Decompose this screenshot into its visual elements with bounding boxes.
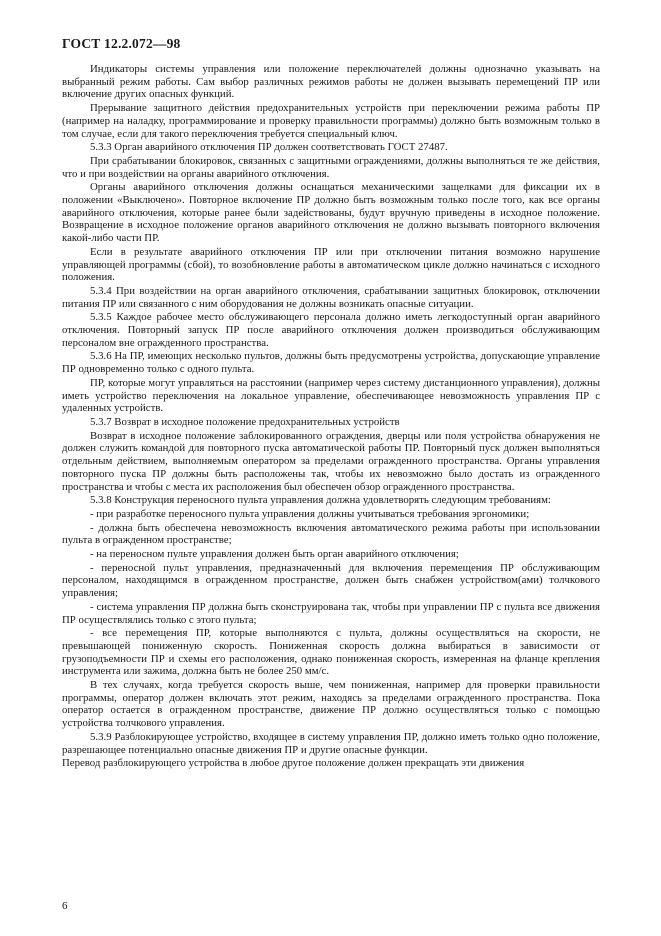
page-number: 6 [62, 900, 68, 912]
body-text [62, 63, 600, 771]
clause-5-3-5: 5.3.5 Каждое рабочее место обслуживающего персонала должно иметь легкодоступный орган аварийного отключения. Повторный запуск ПР после аварийного отключения должен производиться обслуживающим персоналом вне огражденного пространства. [62, 311, 600, 349]
paragraph: Если в результате аварийного отключения ПР или при отключении питания возможно нарушение управляющей программы (сбой), то возобновление работы в автоматическом цикле должно начинаться с исходного положения. [62, 245, 600, 284]
document-header: ГОСТ 12.2.072—98 [62, 36, 181, 51]
clause-5-3-3: 5.3.3 Орган аварийного отключения ПР должен соответствовать ГОСТ 27487. [90, 141, 448, 154]
paragraph: Индикаторы системы управления или положение переключателей должны однозначно указывать на выбранный режим работы. Сам выбор различных режимов работы не должен вызывать перемещений ПР или включение других опасных функций. [62, 63, 600, 101]
paragraph: Возврат в исходное положение заблокированного ограждения, дверцы или поля устройства обнаружения не должен служить командой для повторного пуска автоматической работы ПР. Повторный пуск должен выполняться отдельным действием, выполняемым оператором за пределами огражденного пространства. Органы управления повторного пуска ПР должны быть расположены так, чтобы их невозможно было достать из огражденного пространства и чтобы с места их расположения был обеспечен обзор огражденного пространства. [62, 429, 600, 493]
clause-5-3-8: 5.3.8 Конструкция переносного пульта управления должна удовлетворять следующим требованиям: [90, 494, 551, 507]
list-item: - при разработке переносного пульта управления должны учитываться требования эргономики; [90, 507, 530, 520]
list-item: - переносной пульт управления, предназначенный для включения перемещения ПР обслуживающим персоналом, находящимся в огражденном пространстве, должен быть снабжен устройством(ами) толчкового управления; [62, 561, 600, 600]
paragraph: Прерывание защитного действия предохранительных устройств при переключении режима работы ПР (например на наладку, программирование и проверку правильности программы) должно быть возможным только в том случае, если для такого переключения требуется специальный ключ. [62, 102, 600, 140]
paragraph: В тех случаях, когда требуется скорость выше, чем пониженная, например для проверки правильности программы, оператор должен включать этот режим, находясь за пределами огражденного пространства. Пока оператор остается в огражденном пространстве, движение ПР должно осуществляться только с помощью устройства толчкового управления. [62, 679, 600, 730]
paragraph: Органы аварийного отключения должны оснащаться механическими защелками для фиксации их в положении «Выключено». Повторное включение ПР должно быть возможным только после того, как все органы аварийного отключения, которые ранее были задействованы, будут вручную приведены в исходное положение. Возвращение в исходное положение органов аварийного отключения не должно вызывать повторного включения какой-либо части ПР. [62, 181, 600, 245]
clause-5-3-6: 5.3.6 На ПР, имеющих несколько пультов, должны быть предусмотрены устройства, допускающие управление ПР одновременно только с одного пульта. [62, 350, 600, 376]
list-item: - на переносном пульте управления должен быть орган аварийного отключения; [90, 548, 459, 561]
clause-5-3-4: 5.3.4 При воздействии на орган аварийного отключения, срабатывании защитных блокировок, отключении питания ПР или связанного с ним оборудования не должны возникать опасные ситуации. [62, 284, 600, 310]
list-item: - должна быть обеспечена невозможность включения автоматического режима работы при использовании пульта в огражденном пространстве; [62, 521, 600, 547]
list-item: - все перемещения ПР, которые выполняются с пульта, должны осуществляться на скорости, не превышающей пониженную скорость. Пониженная скорость должна выбираться в зависимости от грузоподъемности ПР и схемы его расположения, однако пониженная скорость, измеренная на фланце крепления инструмента или зажима, должна быть не более 250 мм/с. [62, 627, 600, 678]
clause-5-3-9: 5.3.9 Разблокирующее устройство, входящее в систему управления ПР, должно иметь только одно положение, разрешающее потенциально опасные движения ПР и другие опасные функции. [62, 730, 600, 756]
clause-5-3-7: 5.3.7 Возврат в исходное положение предохранительных устройств [90, 415, 400, 428]
paragraph: ПР, которые могут управляться на расстоянии (например через систему дистанционного управления), должны иметь устройство переключения на локальное управление, обеспечивающее невозможность управления ПР с удаленных устройств. [62, 376, 600, 415]
paragraph: При срабатывании блокировок, связанных с защитными ограждениями, должны выполняться те же действия, что и при воздействии на органы аварийного отключения. [62, 154, 600, 180]
list-item: - система управления ПР должна быть сконструирована так, чтобы при управлении ПР с пульта все движения ПР осуществлялись только с этого пульта; [62, 600, 600, 626]
paragraph: Перевод разблокирующего устройства в любое другое положение должен прекращать эти движения [62, 757, 525, 770]
